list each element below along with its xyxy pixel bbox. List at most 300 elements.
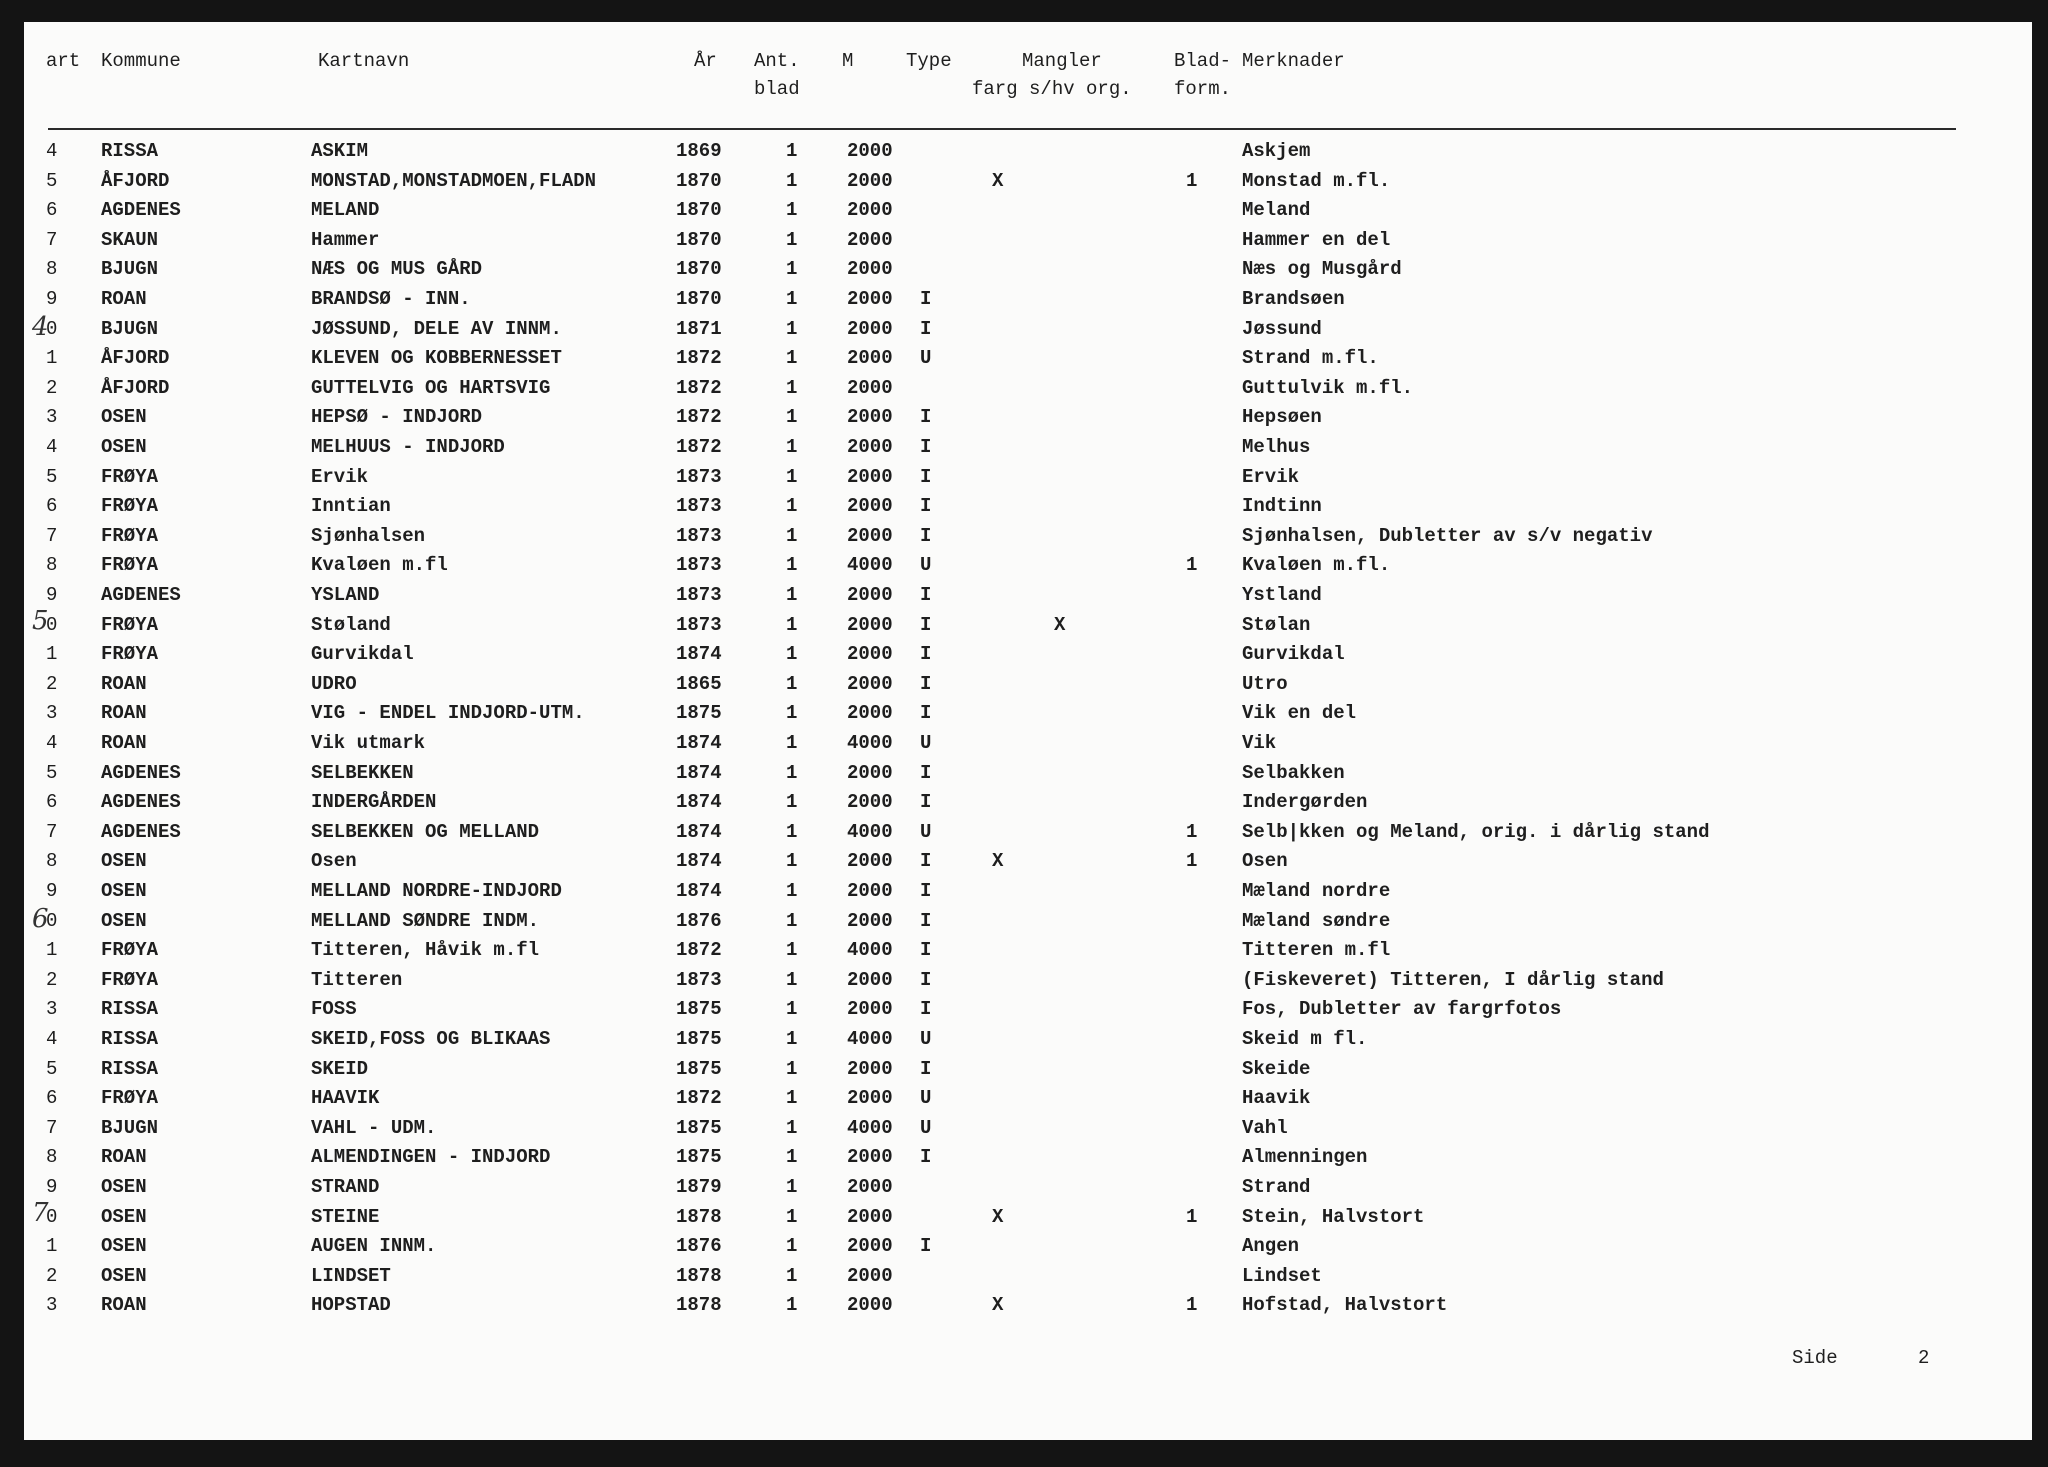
header-mangler-sub: farg s/hv org. — [972, 78, 1132, 100]
header-ant: Ant. — [754, 50, 800, 72]
year-cell: 1870 — [676, 288, 722, 310]
table-row — [24, 791, 2032, 821]
scale-cell: 2000 — [847, 702, 893, 725]
header-blad-form: form. — [1174, 78, 1232, 100]
header-m: M — [842, 50, 854, 72]
remarks-cell: Vik — [1242, 732, 1277, 754]
row-number: 0 — [46, 1205, 58, 1228]
kartnavn-cell: Osen — [311, 850, 357, 873]
row-number: 6 — [46, 199, 58, 222]
scale-cell: 2000 — [847, 1294, 893, 1317]
remarks-cell: Hofstad, Halvstort — [1242, 1294, 1448, 1317]
scale-cell: 2000 — [847, 347, 893, 370]
row-number: 5 — [46, 169, 58, 192]
kartnavn-cell: HEPSØ - INDJORD — [311, 406, 483, 429]
kartnavn-cell: KLEVEN OG KOBBERNESSET — [311, 347, 562, 370]
kommune-cell: AGDENES — [101, 761, 181, 784]
sheets-cell: 1 — [786, 140, 798, 162]
row-number: 5 — [46, 761, 58, 784]
type-cell: I — [920, 436, 932, 458]
table-row — [24, 850, 2032, 880]
type-cell: U — [920, 1087, 932, 1110]
table-row — [24, 525, 2032, 555]
handwritten-mark: 7 — [32, 1198, 49, 1228]
scale-cell: 2000 — [847, 850, 893, 873]
year-cell: 1870 — [676, 199, 722, 222]
year-cell: 1873 — [676, 968, 722, 991]
kartnavn-cell: VAHL - UDM. — [311, 1116, 437, 1139]
year-cell: 1878 — [676, 1205, 722, 1228]
kommune-cell: BJUGN — [101, 1116, 159, 1139]
type-cell: U — [920, 1028, 932, 1050]
kartnavn-cell: FOSS — [311, 998, 357, 1021]
scale-cell: 2000 — [847, 1235, 893, 1258]
kartnavn-cell: MELLAND SØNDRE INDM. — [311, 909, 540, 932]
sheet-format-cell: 1 — [1186, 169, 1198, 192]
kommune-cell: OSEN — [101, 850, 147, 873]
type-cell: I — [920, 317, 932, 340]
type-cell: I — [920, 495, 932, 518]
kartnavn-cell: Støland — [311, 613, 391, 636]
kartnavn-cell: Titteren, Håvik m.fl — [311, 939, 540, 962]
type-cell: I — [920, 791, 932, 814]
kommune-cell: BJUGN — [101, 258, 159, 281]
kartnavn-cell: MELAND — [311, 199, 380, 222]
remarks-cell: (Fiskeveret) Titteren, I dårlig stand — [1242, 968, 1664, 991]
kommune-cell: FRØYA — [101, 1087, 159, 1110]
kommune-cell: FRØYA — [101, 968, 159, 991]
remarks-cell: Osen — [1242, 850, 1288, 873]
row-number: 8 — [46, 850, 58, 873]
kommune-cell: BJUGN — [101, 317, 159, 340]
remarks-cell: Skeide — [1242, 1057, 1311, 1080]
kartnavn-cell: Gurvikdal — [311, 643, 414, 666]
remarks-cell: Selbakken — [1242, 761, 1345, 784]
type-cell: I — [920, 288, 932, 310]
table-row — [24, 288, 2032, 318]
remarks-cell: Almenningen — [1242, 1146, 1368, 1169]
remarks-cell: Stein, Halvstort — [1242, 1205, 1425, 1228]
year-cell: 1873 — [676, 613, 722, 636]
remarks-cell: Hepsøen — [1242, 406, 1322, 429]
sheet-format-cell: 1 — [1186, 820, 1198, 843]
year-cell: 1874 — [676, 643, 722, 666]
sheets-cell: 1 — [786, 702, 798, 725]
sheets-cell: 1 — [786, 643, 798, 666]
sheets-cell: 1 — [786, 820, 798, 843]
row-number: 9 — [46, 288, 58, 310]
missing-colour-cell: X — [992, 850, 1004, 873]
year-cell: 1870 — [676, 228, 722, 251]
row-number: 4 — [46, 1028, 58, 1050]
scale-cell: 2000 — [847, 288, 893, 310]
type-cell: I — [920, 1235, 932, 1258]
sheets-cell: 1 — [786, 880, 798, 902]
row-number: 9 — [46, 1176, 58, 1198]
remarks-cell: Mæland nordre — [1242, 880, 1391, 902]
table-row — [24, 998, 2032, 1028]
sheet-format-cell: 1 — [1186, 850, 1198, 873]
kartnavn-cell: UDRO — [311, 672, 357, 695]
table-row — [24, 1176, 2032, 1206]
kommune-cell: FRØYA — [101, 554, 159, 577]
kartnavn-cell: SKEID — [311, 1057, 369, 1080]
kommune-cell: ÅFJORD — [101, 376, 170, 399]
table-row — [24, 1206, 2032, 1236]
row-number: 7 — [46, 820, 58, 843]
remarks-cell: Gurvikdal — [1242, 643, 1345, 666]
kommune-cell: ÅFJORD — [101, 169, 170, 192]
table-row — [24, 140, 2032, 170]
type-cell: I — [920, 939, 932, 962]
sheets-cell: 1 — [786, 791, 798, 814]
row-number: 0 — [46, 317, 58, 340]
table-row — [24, 1294, 2032, 1324]
type-cell: I — [920, 761, 932, 784]
remarks-cell: Vahl — [1242, 1116, 1288, 1139]
table-row — [24, 702, 2032, 732]
year-cell: 1873 — [676, 524, 722, 547]
row-number: 2 — [46, 376, 58, 399]
sheets-cell: 1 — [786, 1264, 798, 1287]
type-cell: I — [920, 702, 932, 725]
scale-cell: 2000 — [847, 258, 893, 281]
table-row — [24, 1265, 2032, 1295]
row-number: 5 — [46, 1057, 58, 1080]
table-row — [24, 1087, 2032, 1117]
kommune-cell: OSEN — [101, 1205, 147, 1228]
year-cell: 1874 — [676, 791, 722, 814]
row-number: 3 — [46, 1294, 58, 1317]
year-cell: 1875 — [676, 998, 722, 1021]
sheets-cell: 1 — [786, 1057, 798, 1080]
year-cell: 1873 — [676, 465, 722, 488]
row-number: 8 — [46, 554, 58, 577]
row-number: 0 — [46, 909, 58, 932]
type-cell: I — [920, 524, 932, 547]
table-row — [24, 614, 2032, 644]
sheets-cell: 1 — [786, 258, 798, 281]
table-row — [24, 880, 2032, 910]
kommune-cell: OSEN — [101, 436, 147, 458]
scale-cell: 2000 — [847, 465, 893, 488]
scale-cell: 2000 — [847, 761, 893, 784]
year-cell: 1872 — [676, 436, 722, 458]
year-cell: 1870 — [676, 169, 722, 192]
table-row — [24, 584, 2032, 614]
kommune-cell: AGDENES — [101, 584, 181, 606]
sheets-cell: 1 — [786, 436, 798, 458]
table-row — [24, 377, 2032, 407]
kommune-cell: ROAN — [101, 732, 147, 754]
kartnavn-cell: MELLAND NORDRE-INDJORD — [311, 880, 562, 902]
kartnavn-cell: AUGEN INNM. — [311, 1235, 437, 1258]
sheets-cell: 1 — [786, 1294, 798, 1317]
year-cell: 1874 — [676, 820, 722, 843]
scale-cell: 2000 — [847, 199, 893, 222]
row-number: 1 — [46, 347, 58, 370]
kommune-cell: AGDENES — [101, 791, 181, 814]
row-number: 8 — [46, 258, 58, 281]
table-row — [24, 732, 2032, 762]
kartnavn-cell: JØSSUND, DELE AV INNM. — [311, 317, 562, 340]
header-type: Type — [906, 50, 952, 72]
table-row — [24, 258, 2032, 288]
remarks-cell: Utro — [1242, 672, 1288, 695]
kommune-cell: RISSA — [101, 998, 159, 1021]
scale-cell: 4000 — [847, 732, 893, 754]
kartnavn-cell: ASKIM — [311, 140, 369, 162]
table-row — [24, 821, 2032, 851]
header-merknader: Merknader — [1242, 50, 1345, 72]
kartnavn-cell: Titteren — [311, 968, 403, 991]
row-number: 6 — [46, 791, 58, 814]
remarks-cell: Selb|kken og Meland, orig. i dårlig stand — [1242, 820, 1710, 843]
kommune-cell: OSEN — [101, 909, 147, 932]
year-cell: 1874 — [676, 732, 722, 754]
scale-cell: 2000 — [847, 613, 893, 636]
kommune-cell: OSEN — [101, 880, 147, 902]
year-cell: 1872 — [676, 347, 722, 370]
document-page — [24, 22, 2032, 1440]
kommune-cell: AGDENES — [101, 199, 181, 222]
row-number: 0 — [46, 613, 58, 636]
kartnavn-cell: BRANDSØ - INN. — [311, 288, 471, 310]
year-cell: 1874 — [676, 850, 722, 873]
scale-cell: 2000 — [847, 317, 893, 340]
row-number: 6 — [46, 495, 58, 518]
kommune-cell: FRØYA — [101, 495, 159, 518]
remarks-cell: Vik en del — [1242, 702, 1357, 725]
missing-colour-cell: X — [992, 1205, 1004, 1228]
scale-cell: 2000 — [847, 1205, 893, 1228]
row-number: 7 — [46, 524, 58, 547]
type-cell: I — [920, 613, 932, 636]
kartnavn-cell: HAAVIK — [311, 1087, 380, 1110]
kommune-cell: FRØYA — [101, 643, 159, 666]
sheets-cell: 1 — [786, 1146, 798, 1169]
sheets-cell: 1 — [786, 554, 798, 577]
header-ant-blad: blad — [754, 78, 800, 100]
scale-cell: 2000 — [847, 436, 893, 458]
scale-cell: 2000 — [847, 524, 893, 547]
sheets-cell: 1 — [786, 199, 798, 222]
scale-cell: 4000 — [847, 554, 893, 577]
kartnavn-cell: MELHUUS - INDJORD — [311, 436, 505, 458]
scale-cell: 4000 — [847, 1028, 893, 1050]
kommune-cell: FRØYA — [101, 465, 159, 488]
kartnavn-cell: Ervik — [311, 465, 369, 488]
table-row — [24, 554, 2032, 584]
remarks-cell: Kvaløen m.fl. — [1242, 554, 1391, 577]
row-number: 4 — [46, 436, 58, 458]
sheets-cell: 1 — [786, 524, 798, 547]
sheets-cell: 1 — [786, 1087, 798, 1110]
table-row — [24, 406, 2032, 436]
year-cell: 1878 — [676, 1294, 722, 1317]
table-row — [24, 1028, 2032, 1058]
scale-cell: 2000 — [847, 1146, 893, 1169]
row-number: 4 — [46, 140, 58, 162]
kartnavn-cell: YSLAND — [311, 584, 380, 606]
type-cell: U — [920, 1116, 932, 1139]
kommune-cell: OSEN — [101, 1235, 147, 1258]
kommune-cell: RISSA — [101, 1057, 159, 1080]
remarks-cell: Fos, Dubletter av fargrfotos — [1242, 998, 1562, 1021]
remarks-cell: Hammer en del — [1242, 228, 1391, 251]
sheets-cell: 1 — [786, 465, 798, 488]
scale-cell: 2000 — [847, 1264, 893, 1287]
sheets-cell: 1 — [786, 761, 798, 784]
kartnavn-cell: Hammer — [311, 228, 380, 251]
missing-bw-cell: X — [1054, 613, 1066, 636]
row-number: 2 — [46, 1264, 58, 1287]
remarks-cell: Haavik — [1242, 1087, 1311, 1110]
remarks-cell: Sjønhalsen, Dubletter av s/v negativ — [1242, 524, 1653, 547]
sheets-cell: 1 — [786, 228, 798, 251]
header-kommune: Kommune — [101, 50, 181, 72]
kommune-cell: ROAN — [101, 1294, 147, 1317]
sheet-format-cell: 1 — [1186, 1294, 1198, 1317]
sheets-cell: 1 — [786, 406, 798, 429]
sheets-cell: 1 — [786, 1235, 798, 1258]
sheets-cell: 1 — [786, 169, 798, 192]
year-cell: 1874 — [676, 761, 722, 784]
year-cell: 1875 — [676, 1146, 722, 1169]
remarks-cell: Stølan — [1242, 613, 1311, 636]
scale-cell: 2000 — [847, 791, 893, 814]
remarks-cell: Guttulvik m.fl. — [1242, 376, 1414, 399]
sheets-cell: 1 — [786, 939, 798, 962]
kommune-cell: FRØYA — [101, 524, 159, 547]
scale-cell: 2000 — [847, 406, 893, 429]
sheets-cell: 1 — [786, 1205, 798, 1228]
scale-cell: 2000 — [847, 495, 893, 518]
year-cell: 1871 — [676, 317, 722, 340]
table-row — [24, 910, 2032, 940]
remarks-cell: Jøssund — [1242, 317, 1322, 340]
scale-cell: 2000 — [847, 643, 893, 666]
sheets-cell: 1 — [786, 1028, 798, 1050]
year-cell: 1872 — [676, 1087, 722, 1110]
table-row — [24, 347, 2032, 377]
type-cell: I — [920, 968, 932, 991]
kartnavn-cell: SELBEKKEN — [311, 761, 414, 784]
sheets-cell: 1 — [786, 584, 798, 606]
sheets-cell: 1 — [786, 1176, 798, 1198]
kommune-cell: OSEN — [101, 1264, 147, 1287]
row-number: 8 — [46, 1146, 58, 1169]
kartnavn-cell: NÆS OG MUS GÅRD — [311, 258, 483, 281]
type-cell: I — [920, 909, 932, 932]
remarks-cell: Skeid m fl. — [1242, 1028, 1368, 1050]
footer-side-label: Side — [1792, 1347, 1838, 1369]
remarks-cell: Angen — [1242, 1235, 1300, 1258]
table-row — [24, 673, 2032, 703]
sheets-cell: 1 — [786, 495, 798, 518]
kartnavn-cell: Kvaløen m.fl — [311, 554, 448, 577]
remarks-cell: Ystland — [1242, 584, 1322, 606]
kartnavn-cell: SKEID,FOSS OG BLIKAAS — [311, 1028, 551, 1050]
row-number: 2 — [46, 968, 58, 991]
scale-cell: 2000 — [847, 968, 893, 991]
type-cell: I — [920, 998, 932, 1021]
kommune-cell: FRØYA — [101, 613, 159, 636]
sheets-cell: 1 — [786, 347, 798, 370]
kartnavn-cell: Vik utmark — [311, 732, 426, 754]
kommune-cell: ROAN — [101, 288, 147, 310]
table-row — [24, 199, 2032, 229]
table-row — [24, 643, 2032, 673]
row-number: 7 — [46, 228, 58, 251]
row-number: 5 — [46, 465, 58, 488]
scale-cell: 2000 — [847, 998, 893, 1021]
type-cell: U — [920, 732, 932, 754]
table-row — [24, 170, 2032, 200]
sheet-format-cell: 1 — [1186, 554, 1198, 577]
scale-cell: 4000 — [847, 820, 893, 843]
handwritten-mark: 6 — [32, 904, 49, 934]
kartnavn-cell: Sjønhalsen — [311, 524, 426, 547]
year-cell: 1869 — [676, 140, 722, 162]
header-kartnavn: Kartnavn — [318, 50, 410, 72]
kommune-cell: ROAN — [101, 1146, 147, 1169]
kommune-cell: OSEN — [101, 406, 147, 429]
sheets-cell: 1 — [786, 850, 798, 873]
header-mangler: Mangler — [1022, 50, 1102, 72]
scale-cell: 2000 — [847, 909, 893, 932]
type-cell: I — [920, 1146, 932, 1169]
table-row — [24, 436, 2032, 466]
header-blad: Blad- — [1174, 50, 1232, 72]
footer-page-number: 2 — [1918, 1347, 1930, 1369]
row-number: 1 — [46, 939, 58, 962]
scale-cell: 2000 — [847, 228, 893, 251]
remarks-cell: Titteren m.fl — [1242, 939, 1391, 962]
scale-cell: 2000 — [847, 1087, 893, 1110]
type-cell: I — [920, 1057, 932, 1080]
table-row — [24, 495, 2032, 525]
kommune-cell: AGDENES — [101, 820, 181, 843]
kommune-cell: ROAN — [101, 672, 147, 695]
sheets-cell: 1 — [786, 672, 798, 695]
kartnavn-cell: SELBEKKEN OG MELLAND — [311, 820, 540, 843]
table-row — [24, 1235, 2032, 1265]
year-cell: 1873 — [676, 554, 722, 577]
scale-cell: 2000 — [847, 376, 893, 399]
row-number: 3 — [46, 998, 58, 1021]
kommune-cell: OSEN — [101, 1176, 147, 1198]
kartnavn-cell: STRAND — [311, 1176, 380, 1198]
kommune-cell: ROAN — [101, 702, 147, 725]
remarks-cell: Brandsøen — [1242, 288, 1345, 310]
remarks-cell: Indergørden — [1242, 791, 1368, 814]
header-divider — [48, 128, 1956, 130]
kartnavn-cell: MONSTAD,MONSTADMOEN,FLADN — [311, 169, 597, 192]
scale-cell: 2000 — [847, 140, 893, 162]
year-cell: 1865 — [676, 672, 722, 695]
type-cell: U — [920, 554, 932, 577]
kartnavn-cell: ALMENDINGEN - INDJORD — [311, 1146, 551, 1169]
remarks-cell: Lindset — [1242, 1264, 1322, 1287]
remarks-cell: Indtinn — [1242, 495, 1322, 518]
kommune-cell: ÅFJORD — [101, 347, 170, 370]
scale-cell: 2000 — [847, 169, 893, 192]
sheets-cell: 1 — [786, 909, 798, 932]
scale-cell: 2000 — [847, 1057, 893, 1080]
kartnavn-cell: Inntian — [311, 495, 391, 518]
year-cell: 1879 — [676, 1176, 722, 1198]
